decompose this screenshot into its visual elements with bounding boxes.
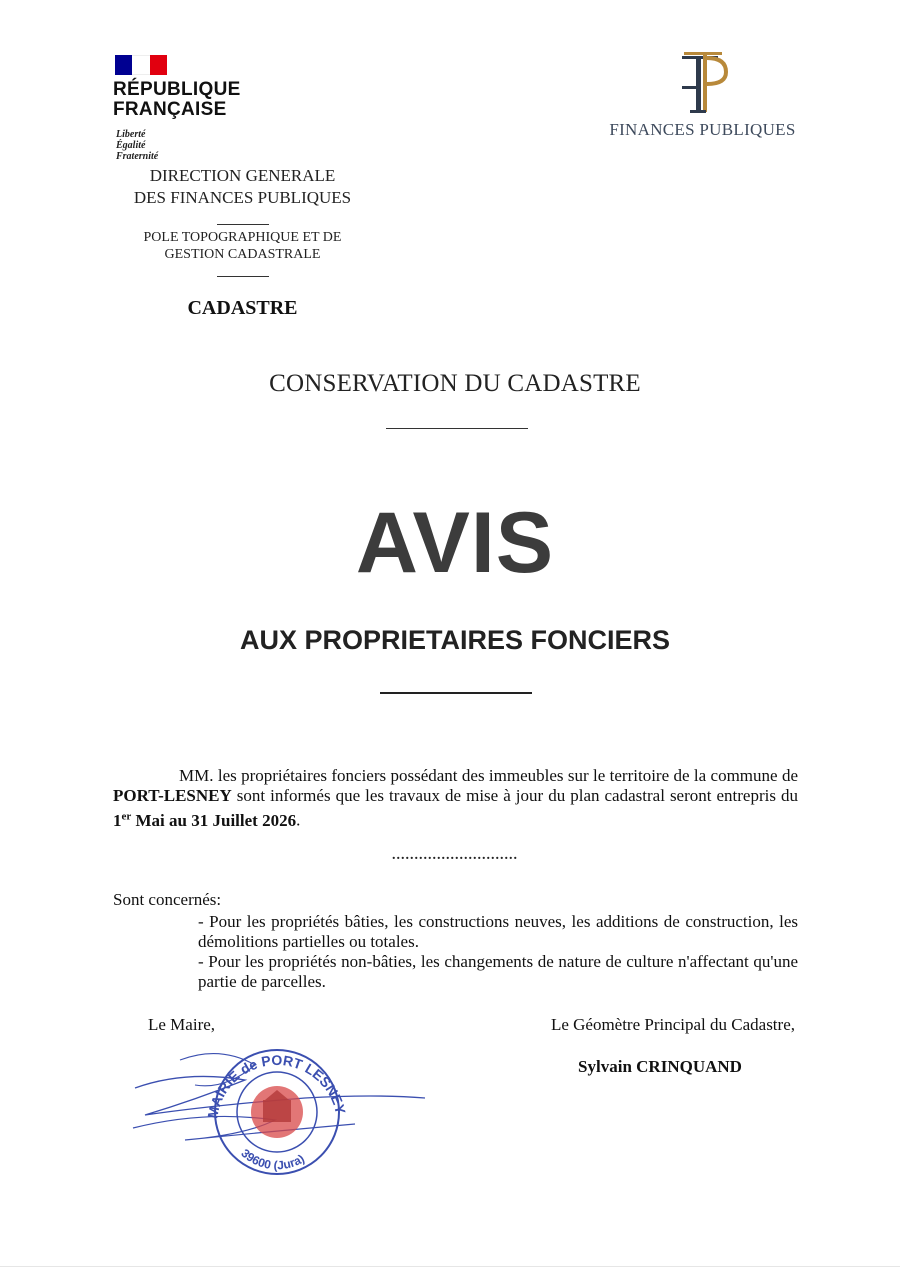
notice-subtitle: AUX PROPRIETAIRES FONCIERS: [239, 625, 671, 655]
divider: [386, 428, 528, 429]
finances-publiques-text: FINANCES PUBLIQUES: [609, 120, 796, 139]
finances-publiques-logo-icon: [660, 48, 740, 118]
francaise-line: FRANÇAISE: [113, 99, 227, 120]
date-ordinal: er: [121, 810, 132, 822]
page-edge: [0, 1266, 900, 1267]
stamp-emblem-icon: [251, 1086, 303, 1138]
pole-line-2: GESTION CADASTRALE: [164, 247, 321, 262]
republique-francaise-block: [113, 80, 241, 120]
date-day: 1: [113, 810, 122, 830]
conservation-title: CONSERVATION DU CADASTRE: [269, 370, 641, 397]
divider: [217, 276, 269, 277]
paragraph-text-end: .: [296, 810, 301, 830]
notice-paragraph: [113, 766, 798, 831]
pole-topographique: [110, 229, 375, 263]
stamp-postcode: 39600 (Jura): [238, 1146, 307, 1173]
avis-title: AVIS: [355, 495, 555, 591]
concerned-list: [198, 912, 798, 992]
marianne-flag-icon: [115, 55, 167, 75]
direction-line-2: DES FINANCES PUBLIQUES: [133, 188, 352, 207]
paragraph-text-start: MM. les propriétaires fonciers possédant des immeubles sur le territoire de la commune de: [179, 766, 798, 785]
divider: [380, 692, 532, 694]
paragraph-text-mid: sont informés que les travaux de mise à jour du plan cadastral seront entrepris du: [231, 786, 798, 805]
date-range: [113, 811, 296, 830]
stamp-text: MAIRIE de PORT LESNEY: [204, 1051, 349, 1120]
commune-name: PORT-LESNEY: [113, 786, 232, 805]
dotted-separator: ............................: [392, 848, 518, 863]
surveyor-name: Sylvain CRINQUAND: [578, 1057, 742, 1076]
date-rest: Mai au 31 Juillet 2026: [131, 810, 297, 830]
direction-generale: [110, 165, 375, 209]
divider: [217, 224, 269, 225]
motto-liberte: Liberté: [116, 129, 146, 140]
service-name: CADASTRE: [187, 297, 298, 319]
republique-line: RÉPUBLIQUE: [113, 79, 241, 100]
pole-line-1: POLE TOPOGRAPHIQUE ET DE: [143, 230, 342, 245]
mairie-stamp-and-signature: [125, 1040, 445, 1180]
surveyor-title: Le Géomètre Principal du Cadastre,: [550, 1015, 795, 1034]
direction-line-1: DIRECTION GENERALE: [149, 166, 336, 185]
concerned-label: Sont concernés:: [113, 890, 222, 909]
motto-fraternite: Fraternité: [116, 151, 159, 162]
motto-egalite: Égalité: [116, 140, 146, 151]
motto: [116, 129, 158, 162]
mayor-label: Le Maire,: [148, 1015, 216, 1034]
list-item: - Pour les propriétés non-bâties, les changements de nature de culture n'affectant qu'une partie de parcelles.: [198, 952, 798, 991]
list-item: - Pour les propriétés bâties, les constructions neuves, les additions de construction, les démolitions partielles ou totales.: [198, 912, 798, 951]
